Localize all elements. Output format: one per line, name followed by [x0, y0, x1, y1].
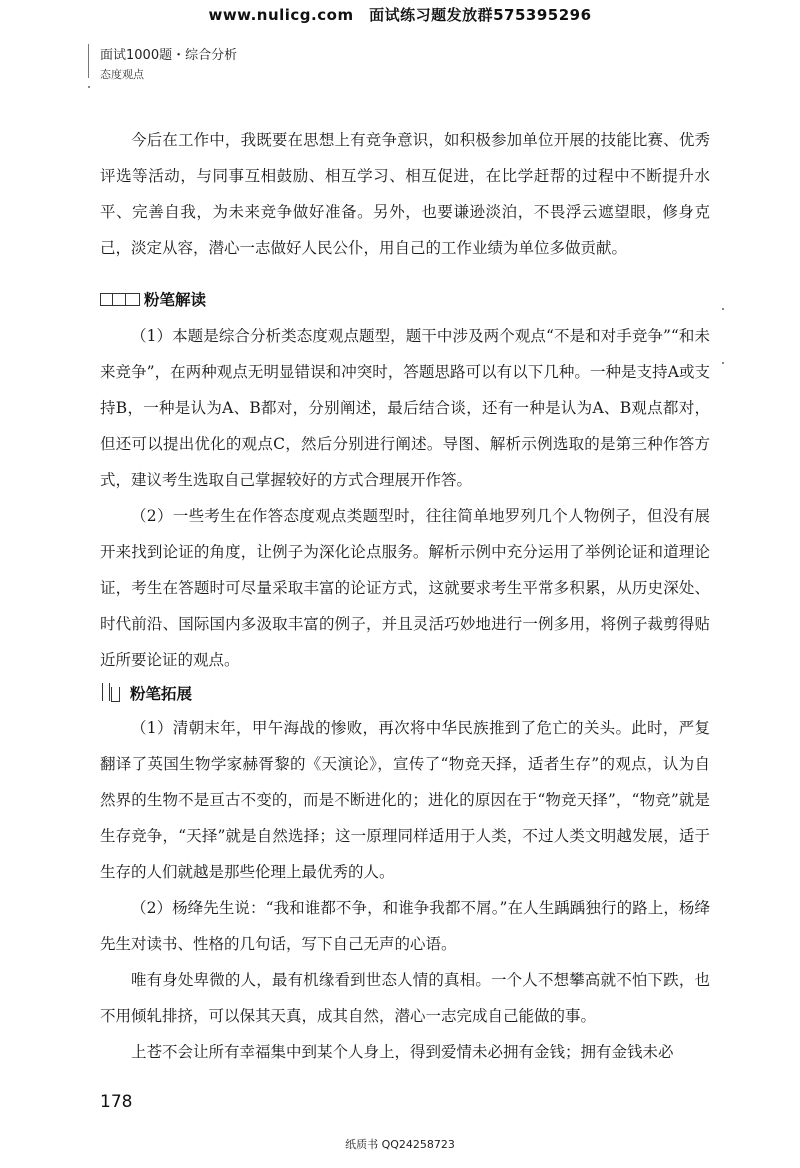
- extend-paragraph-1: （1）清朝末年，甲午海战的惨败，再次将中华民族推到了危亡的关头。此时，严复翻译了英国生物学家赫胥黎的《天演论》，宣传了“物竞天择，适者生存”的观点，认为自然界的生物不是亘古不变的，而是不断进化的；进化的原因在于“物竞天择”，“物竞”就是生存竞争，“天择”就是自然选择；这一原理同样适用于人类，不过人类文明越发展，适于生存的人们就越是那些伦理上最优秀的人。: [100, 719, 710, 881]
- running-header-book-title: 面试1000题・综合分析: [100, 48, 238, 63]
- header-margin-line: [88, 44, 93, 78]
- reading-paragraph-1: （1）本题是综合分析类态度观点题型，题干中涉及两个观点“不是和对手竞争”“和未来竞争”，在两种观点无明显错误和冲突时，答题思路可以有以下几种。一种是支持A或支持B，一种是认为A、B都对，分别阐述，最后结合谈，还有一种是认为A、B观点都对，但还可以提出优化的观点C，然后分别进行阐述。导图、解析示例选取的是第三种作答方式，建议考生选取自己掌握较好的方式合理展开作答。: [100, 327, 710, 489]
- scan-speck: [722, 362, 724, 364]
- intro-paragraph-block: [100, 122, 710, 266]
- running-header-chapter: 态度观点: [100, 68, 144, 81]
- reading-block: [100, 318, 710, 678]
- section-heading-reading: [100, 288, 206, 310]
- bracket-marker-icon: [100, 682, 122, 704]
- section-title-reading: 粉笔解读: [144, 291, 207, 309]
- scan-speck: [88, 86, 90, 88]
- extend-block: [100, 710, 710, 1070]
- section-marker-icon: [100, 293, 140, 306]
- extend-paragraph-2: （2）杨绛先生说：“我和谁都不争，和谁争我都不屑。”在人生踽踽独行的路上，杨绛先生对读书、性格的几句话，写下自己无声的心语。: [100, 899, 710, 953]
- extend-paragraph-4: 上苍不会让所有幸福集中到某个人身上，得到爱情未必拥有金钱；拥有金钱未必: [131, 1043, 674, 1061]
- top-watermark: www.nulicg.com 面试练习题发放群575395296: [208, 6, 592, 24]
- page-number: 178: [100, 1092, 133, 1112]
- section-heading-extend: [100, 682, 192, 704]
- intro-paragraph: 今后在工作中，我既要在思想上有竞争意识，如积极参加单位开展的技能比赛、优秀评选等活动，与同事互相鼓励、相互学习、相互促进，在比学赶帮的过程中不断提升水平、完善自我，为未来竞争做好准备。另外，也要谦逊淡泊，不畏浮云遮望眼，修身克己，淡定从容，潜心一志做好人民公仆，用自己的工作业绩为单位多做贡献。: [100, 131, 710, 257]
- extend-paragraph-3: 唯有身处卑微的人，最有机缘看到世态人情的真相。一个人不想攀高就不怕下跌，也不用倾轧排挤，可以保其天真，成其自然，潜心一志完成自己能做的事。: [100, 971, 710, 1025]
- bottom-watermark: 纸质书 QQ24258723: [345, 1138, 455, 1151]
- reading-paragraph-2: （2）一些考生在作答态度观点类题型时，往往简单地罗列几个人物例子，但没有展开来找到论证的角度，让例子为深化论点服务。解析示例中充分运用了举例论证和道理论证，考生在答题时可尽量采取丰富的论证方式，这就要求考生平常多积累，从历史深处、时代前沿、国际国内多汲取丰富的例子，并且灵活巧妙地进行一例多用，将例子裁剪得贴近所要论证的观点。: [100, 507, 710, 669]
- section-title-extend: 粉笔拓展: [130, 685, 193, 703]
- scan-speck: [722, 308, 724, 310]
